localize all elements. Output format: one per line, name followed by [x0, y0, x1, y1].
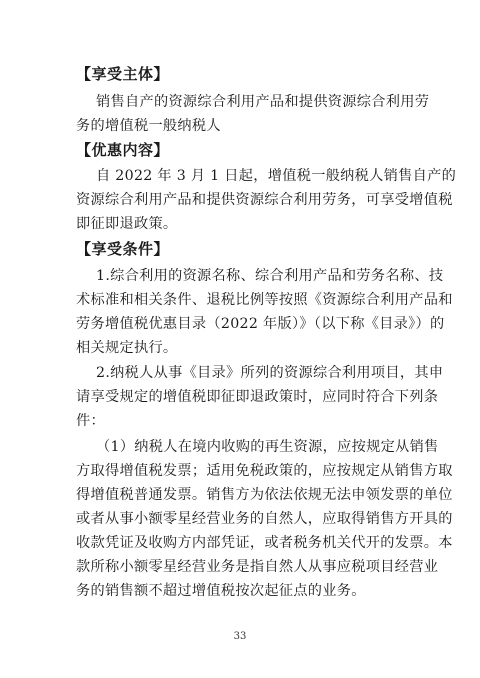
paragraph-line: （1）纳税人在境内收购的再生资源，应按规定从销售 [96, 439, 439, 455]
section-heading-subject: 【享受主体】 [76, 65, 170, 83]
paragraph-line: 相关规定执行。 [76, 340, 178, 356]
paragraph-line: 请享受规定的增值税即征即退政策时，应同时符合下列条 [76, 389, 439, 405]
paragraph-line: 即征即退政策。 [76, 216, 178, 232]
paragraph-line: 资源综合利用产品和提供资源综合利用劳务，可享受增值税 [76, 192, 453, 208]
page-number: 33 [233, 631, 247, 642]
paragraph-line: 销售自产的资源综合利用产品和提供资源综合利用劳 [96, 94, 430, 110]
paragraph-line: 务的销售额不超过增值税按次起征点的业务。 [76, 583, 366, 599]
paragraph-line: 款所称小额零星经营业务是指自然人从事应税项目经营业 [76, 559, 439, 575]
section-heading-content: 【优惠内容】 [76, 141, 170, 159]
paragraph-line: 2.纳税人从事《目录》所列的资源综合利用项目，其申 [96, 365, 444, 381]
paragraph-line: 得增值税普通发票。销售方为依法依规无法申领发票的单位 [76, 487, 453, 503]
paragraph-line: 1.综合利用的资源名称、综合利用产品和劳务名称、技 [96, 268, 444, 284]
paragraph-line: 务的增值税一般纳税人 [76, 118, 221, 134]
section-heading-conditions: 【享受条件】 [76, 240, 170, 258]
paragraph-line: 件： [76, 413, 105, 429]
paragraph-line: 或者从事小额零星经营业务的自然人，应取得销售方开具的 [76, 511, 453, 527]
paragraph-line: 术标准和相关条件、退税比例等按照《资源综合利用产品和 [76, 292, 453, 308]
paragraph-line: 自 2022 年 3 月 1 日起，增值税一般纳税人销售自产的 [96, 168, 457, 184]
paragraph-line: 劳务增值税优惠目录（2022 年版）》（以下称《目录》）的 [76, 316, 445, 332]
paragraph-line: 收款凭证及收购方内部凭证，或者税务机关代开的发票。本 [76, 535, 453, 551]
paragraph-line: 方取得增值税发票；适用免税政策的，应按规定从销售方取 [76, 463, 453, 479]
